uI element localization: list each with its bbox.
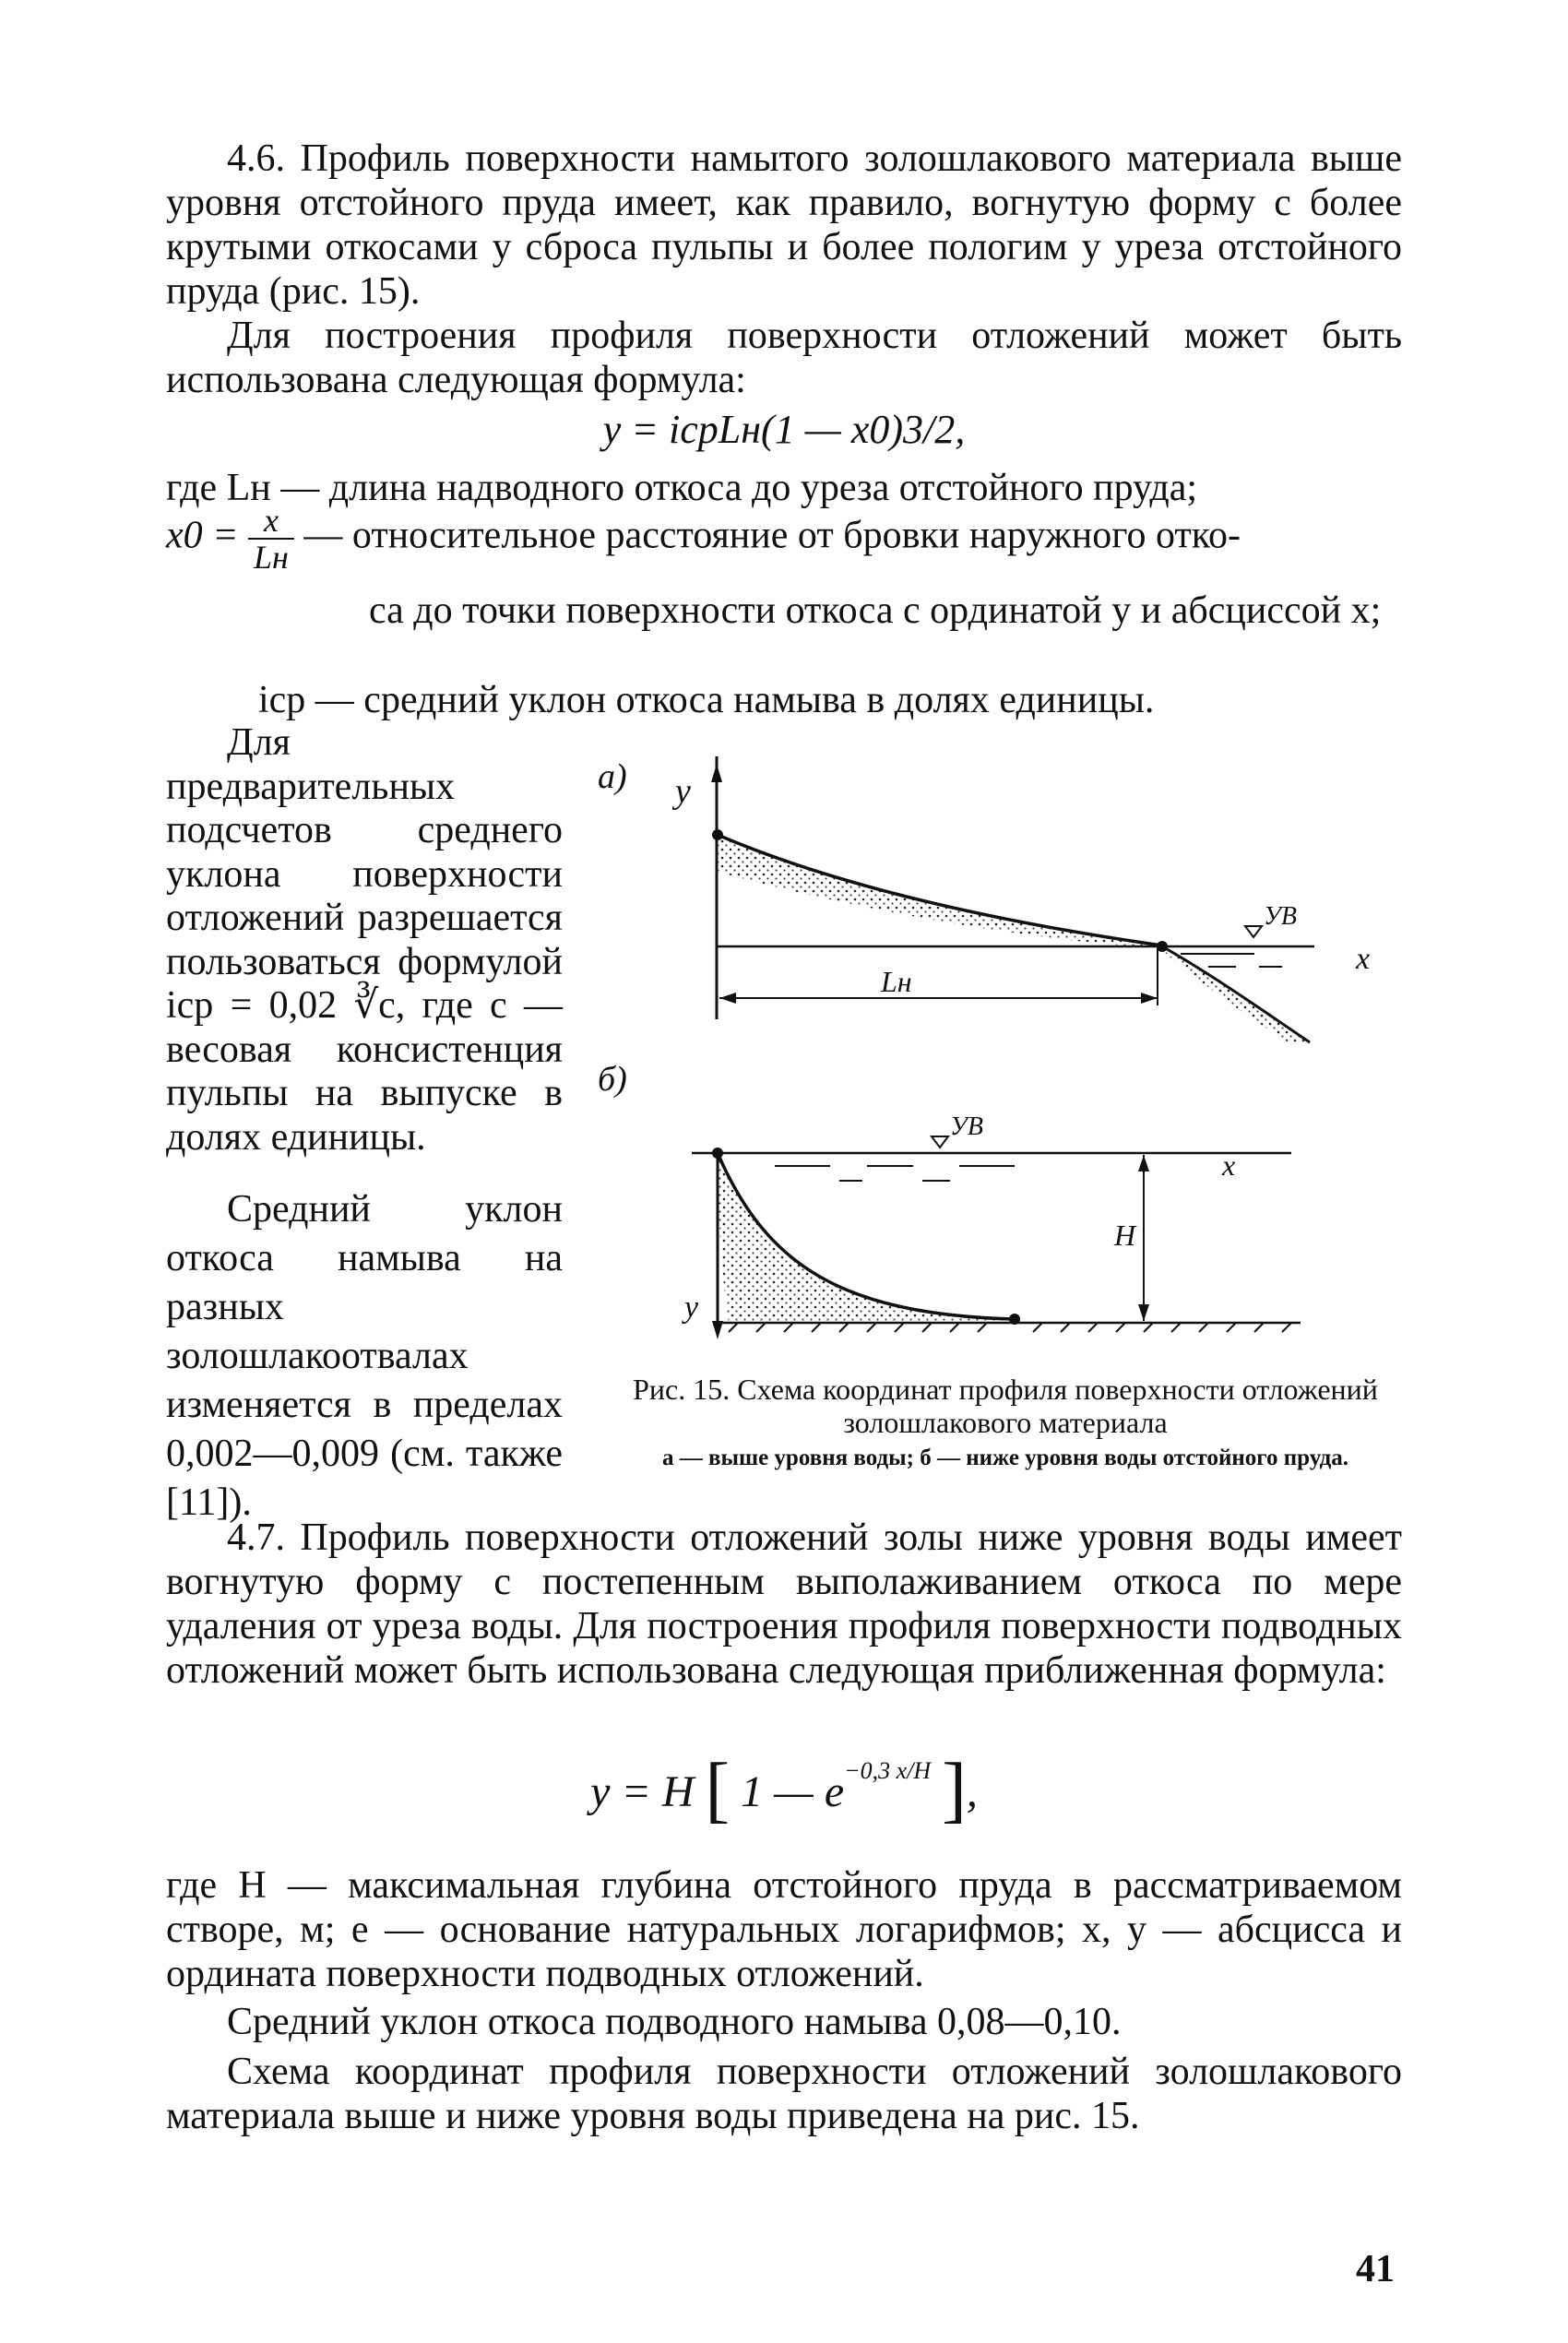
formula-underwater-end: , [966,1767,978,1816]
formula-underwater-lhs: y = H [590,1767,695,1816]
a-axis-y-label: y [675,772,691,811]
definition-x0 [166,503,1402,575]
x0-fraction-denominator: Lн [253,539,289,576]
formula-surface-profile: y = iсрLн(1 — x0)3/2, [602,407,966,452]
figure-label-b: б) [598,1060,627,1099]
figure-caption [600,1373,1411,1472]
b-depth-label: H [1114,1219,1136,1252]
a-crest-point [712,829,723,840]
formula-underwater-profile [0,1748,1568,1832]
paragraph-scheme-reference: Схема координат профиля поверхности отложений золошлакового материала выше и ниже уровня воды приведена на рис. 15. [166,2051,1402,2137]
paragraph-average-slope: Средний уклон откоса намыва на разных золошлакоотвалах изменяется в пределах 0,002—0,009 (см. также [11]). [166,1188,563,1524]
figure-b-diagram [664,1098,1402,1356]
figure-label-a: а) [598,757,627,796]
figure-caption-legend: а — выше уровня воды; б — ниже уровня воды отстойного пруда. [661,1445,1349,1470]
x0-definition-text: — относительное расстояние от бровки наружного отко- [303,514,1241,557]
a-waterlevel-label: УВ [1264,902,1297,931]
b-waterlevel-label: УВ [950,1112,983,1141]
definition-ln: где Lн — длина надводного откоса до уреза отстойного пруда; [166,467,1198,509]
paragraph-h-definition: где H — максимальная глубина отстойного пруда в рассматриваемом створе, м; e — основание натуральных логарифмов; x, y — абсцисса и ордината поверхности подводных отложений. [166,1864,1402,1995]
a-length-label: Lн [881,965,912,998]
b-axis-x-label: x [1222,1148,1236,1182]
formula-underwater-inner: 1 — e [741,1767,845,1816]
paragraph-4-7: 4.7. Профиль поверхности отложений золы ниже уровня воды имеет вогнутую форму с постепенным выполаживанием откоса по мере удаления от уреза воды. Для построения профиля поверхности подводных отложений может быть использована следующая приближенная формула: [166,1516,1402,1692]
a-surface-curve [718,835,1162,946]
paragraph-preliminary-calc: Для предварительных подсчетов среднего уклона поверхности отложений разрешается пользоваться формулой iср = 0,02 ∛c, где c — весовая консистенция пульпы на выпуске в долях единицы. [166,721,563,1159]
paragraph-4-6: 4.6. Профиль поверхности намытого золошлакового материала выше уровня отстойного пруда имеет, как правило, вогнутую форму с более крутыми откосами у сброса пульпы и более пологим у уреза отстойного пруда (рис. 15). [166,137,1402,313]
x0-symbol: x0 = [166,514,239,557]
x0-fraction [248,503,294,575]
figure-a-diagram [646,756,1402,1070]
formula-left-bracket: [ [705,1749,731,1830]
a-axis-x-label: x [1356,942,1371,976]
paragraph-underwater-slope: Средний уклон откоса подводного намыва 0,08—0,10. [227,2001,1122,2043]
paragraph-formula-intro: Для построения профиля поверхности отложений может быть использована следующая формула: [166,315,1402,401]
definition-icp: iср — средний уклон откоса намыва в долях единицы. [258,679,1155,721]
formula-underwater-exponent: −0,3 x/H [844,1757,932,1784]
b-axis-y-label: y [684,1290,699,1325]
x0-fraction-numerator: x [248,503,294,540]
a-deposit-layer [718,835,1158,948]
formula-right-bracket: ] [942,1749,967,1830]
page-number: 41 [1356,2248,1395,2290]
figure-caption-title: Рис. 15. Схема координат профиля поверхности отложений золошлакового материала [633,1373,1378,1439]
definition-x0-continuation: са до точки поверхности откоса с ординатой y и абсциссой x; [369,589,1382,632]
